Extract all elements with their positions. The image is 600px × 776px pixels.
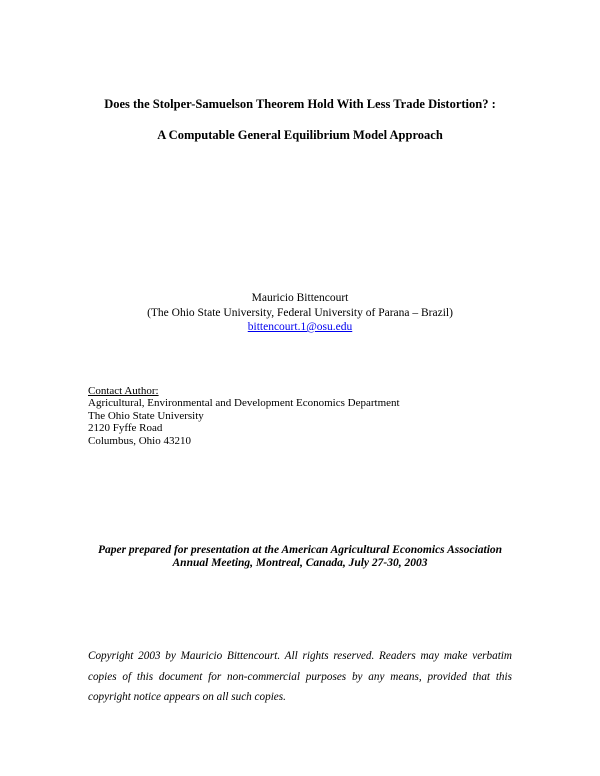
author-email-link[interactable]: bittencourt.1@osu.edu [247,321,353,333]
paper-subtitle: A Computable General Equilibrium Model Approach [157,128,443,142]
contact-header: Contact Author: [88,385,159,397]
contact-line: The Ohio State University [88,409,204,422]
copyright-notice: Copyright 2003 by Mauricio Bittencourt. All rights reserved. Readers may make verbatim copies of this document for non-commercial purposes by any means, provided that this copyright notice appears on all such copies. [88,650,512,703]
author-name: Mauricio Bittencourt [251,292,349,304]
presentation-note-line2: Annual Meeting, Montreal, Canada, July 27-30, 2003 [172,557,428,569]
contact-line: 2120 Fyffe Road [88,422,163,435]
author-affiliation: (The Ohio State University, Federal University of Parana – Brazil) [147,307,453,319]
contact-line: Columbus, Ohio 43210 [88,434,191,447]
paper-title: Does the Stolper-Samuelson Theorem Hold With Less Trade Distortion? : [104,97,496,111]
presentation-note-line1: Paper prepared for presentation at the American Agricultural Economics Association [97,544,503,556]
contact-block [88,385,400,447]
contact-line: Agricultural, Environmental and Development Economics Department [88,397,400,410]
